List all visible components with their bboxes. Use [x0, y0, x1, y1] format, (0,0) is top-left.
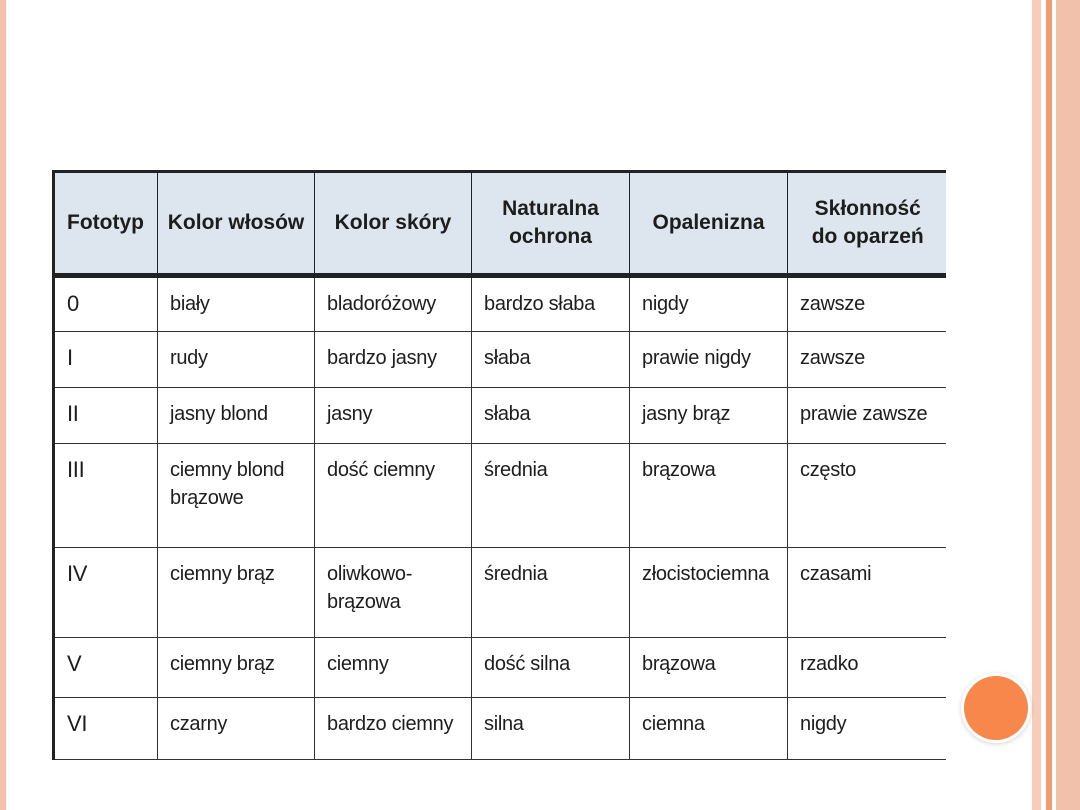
slide-frame-right-stripe [1056, 0, 1080, 810]
table-cell: ciemny brąz [158, 638, 315, 698]
table-cell: dość silna [472, 638, 630, 698]
decorative-circle-icon [964, 676, 1028, 740]
table-row [54, 638, 947, 698]
table-cell: słaba [472, 332, 630, 388]
table-row [54, 388, 947, 444]
table-cell: biały [158, 276, 315, 332]
table-row [54, 548, 947, 638]
table-cell: zawsze [788, 276, 947, 332]
table-cell: IV [54, 548, 158, 638]
table-cell: rudy [158, 332, 315, 388]
table-cell: często [788, 444, 947, 548]
table-cell: bardzo jasny [315, 332, 472, 388]
table-cell: średnia [472, 444, 630, 548]
table-cell: nigdy [788, 698, 947, 760]
header-kolor-wlosow: Kolor włosów [158, 172, 315, 276]
slide-frame-right-stripe [1032, 0, 1041, 810]
table-cell: brązowa [630, 638, 788, 698]
table-cell: ciemny [315, 638, 472, 698]
header-sklonnosc-do-oparzen: Skłonność do oparzeń [788, 172, 947, 276]
table-row [54, 444, 947, 548]
header-kolor-skory: Kolor skóry [315, 172, 472, 276]
table-cell: VI [54, 698, 158, 760]
table-cell: ciemny brąz [158, 548, 315, 638]
header-fototyp: Fototyp [54, 172, 158, 276]
table-cell: nigdy [630, 276, 788, 332]
table-cell: I [54, 332, 158, 388]
slide-frame-left [0, 0, 6, 810]
table-cell: jasny [315, 388, 472, 444]
table-cell: V [54, 638, 158, 698]
table-cell: oliwkowo- brązowa [315, 548, 472, 638]
table-row [54, 276, 947, 332]
table-cell: silna [472, 698, 630, 760]
table-cell: dość ciemny [315, 444, 472, 548]
table-cell: średnia [472, 548, 630, 638]
table-cell: czarny [158, 698, 315, 760]
table-cell: II [54, 388, 158, 444]
table-cell: złocistociemna [630, 548, 788, 638]
table-row [54, 698, 947, 760]
table-cell: zawsze [788, 332, 947, 388]
table-cell: bardzo słaba [472, 276, 630, 332]
table-cell: prawie nigdy [630, 332, 788, 388]
table-cell: jasny blond [158, 388, 315, 444]
table-cell: brązowa [630, 444, 788, 548]
table-cell: ciemna [630, 698, 788, 760]
header-naturalna-ochrona: Naturalna ochrona [472, 172, 630, 276]
table-cell: słaba [472, 388, 630, 444]
slide-frame-right-stripe [1046, 0, 1052, 810]
table-cell: jasny brąz [630, 388, 788, 444]
table-cell: bladoróżowy [315, 276, 472, 332]
table-cell: ciemny blond brązowe [158, 444, 315, 548]
table-cell: III [54, 444, 158, 548]
phototype-table [52, 170, 946, 760]
table-cell: 0 [54, 276, 158, 332]
table-row [54, 332, 947, 388]
table-cell: prawie zawsze [788, 388, 947, 444]
table-cell: czasami [788, 548, 947, 638]
header-opalenizna: Opalenizna [630, 172, 788, 276]
table-header-row [54, 172, 947, 276]
table-cell: bardzo ciemny [315, 698, 472, 760]
phototype-table-image [52, 170, 946, 768]
table-cell: rzadko [788, 638, 947, 698]
